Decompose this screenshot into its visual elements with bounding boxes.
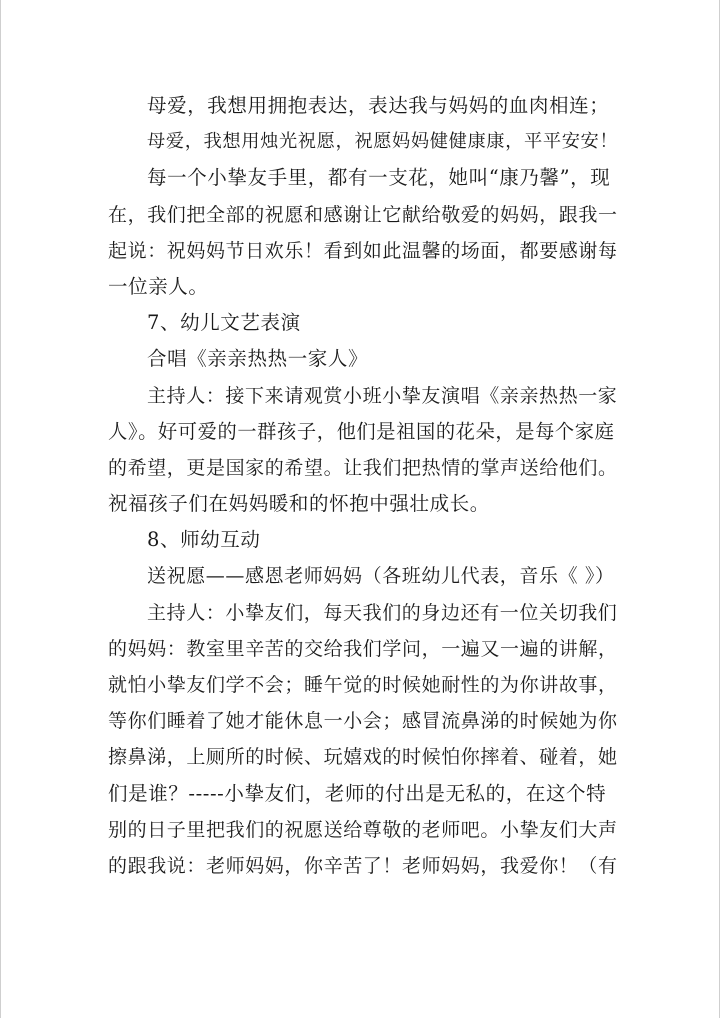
text-line: 每一个小挚友手里，都有一支花，她叫“康乃馨”，现 — [147, 166, 611, 190]
text-line: 们是谁？-----小挚友们，老师的付出是无私的，在这个特 — [108, 781, 607, 805]
text-line: 的希望，更是国家的希望。让我们把热情的掌声送给他们。 — [108, 456, 618, 479]
text-line: 主持人：接下来请观赏小班小挚友演唱《亲亲热热一家 — [147, 384, 618, 407]
text-line: 在，我们把全部的祝愿和感谢让它献给敬爱的妈妈，跟我一 — [108, 203, 618, 226]
text-line: 的跟我说：老师妈妈，你辛苦了！老师妈妈，我爱你！（有 — [108, 854, 618, 877]
document-body — [108, 88, 618, 884]
text-line: 主持人：小挚友们，每天我们的身边还有一位关切我们 — [147, 601, 618, 624]
text-line: 别的日子里把我们的祝愿送给尊敬的老师吧。小挚友们大声 — [108, 818, 618, 841]
text-line: 起说：祝妈妈节日欢乐！看到如此温馨的场面，都要感谢每 — [108, 239, 618, 262]
text-line: 一位亲人。 — [108, 274, 209, 298]
text-line: 祝福孩子们在妈妈暖和的怀抱中强壮成长。 — [108, 492, 490, 516]
text-line: 母爱，我想用烛光祝愿，祝愿妈妈健健康康，平平安安！ — [147, 131, 619, 153]
section-heading: 8、师幼互动 — [147, 528, 261, 552]
text-line: 送祝愿——感恩老师妈妈（各班幼儿代表，音乐《 》） — [147, 565, 615, 588]
text-line: 母爱，我想用拥抱表达，表达我与妈妈的血肉相连； — [147, 94, 610, 117]
text-line: 等你们睡着了她才能休息一小会；感冒流鼻涕的时候她为你 — [108, 710, 618, 733]
text-line: 人》。好可爱的一群孩子，他们是祖国的花朵，是每个家庭 — [108, 419, 615, 443]
section-heading: 7、幼儿文艺表演 — [147, 311, 301, 335]
page-border-left — [0, 0, 1, 1018]
text-line: 擦鼻涕，上厕所的时候、玩嬉戏的时候怕你摔着、碰着，她 — [108, 746, 618, 769]
text-line: 合唱《亲亲热热一家人》 — [147, 347, 369, 371]
text-line: 的妈妈：教室里辛苦的交给我们学问，一遍又一遍的讲解， — [108, 637, 618, 660]
text-line: 就怕小挚友们学不会；睡午觉的时候她耐性的为你讲故事， — [108, 674, 618, 696]
